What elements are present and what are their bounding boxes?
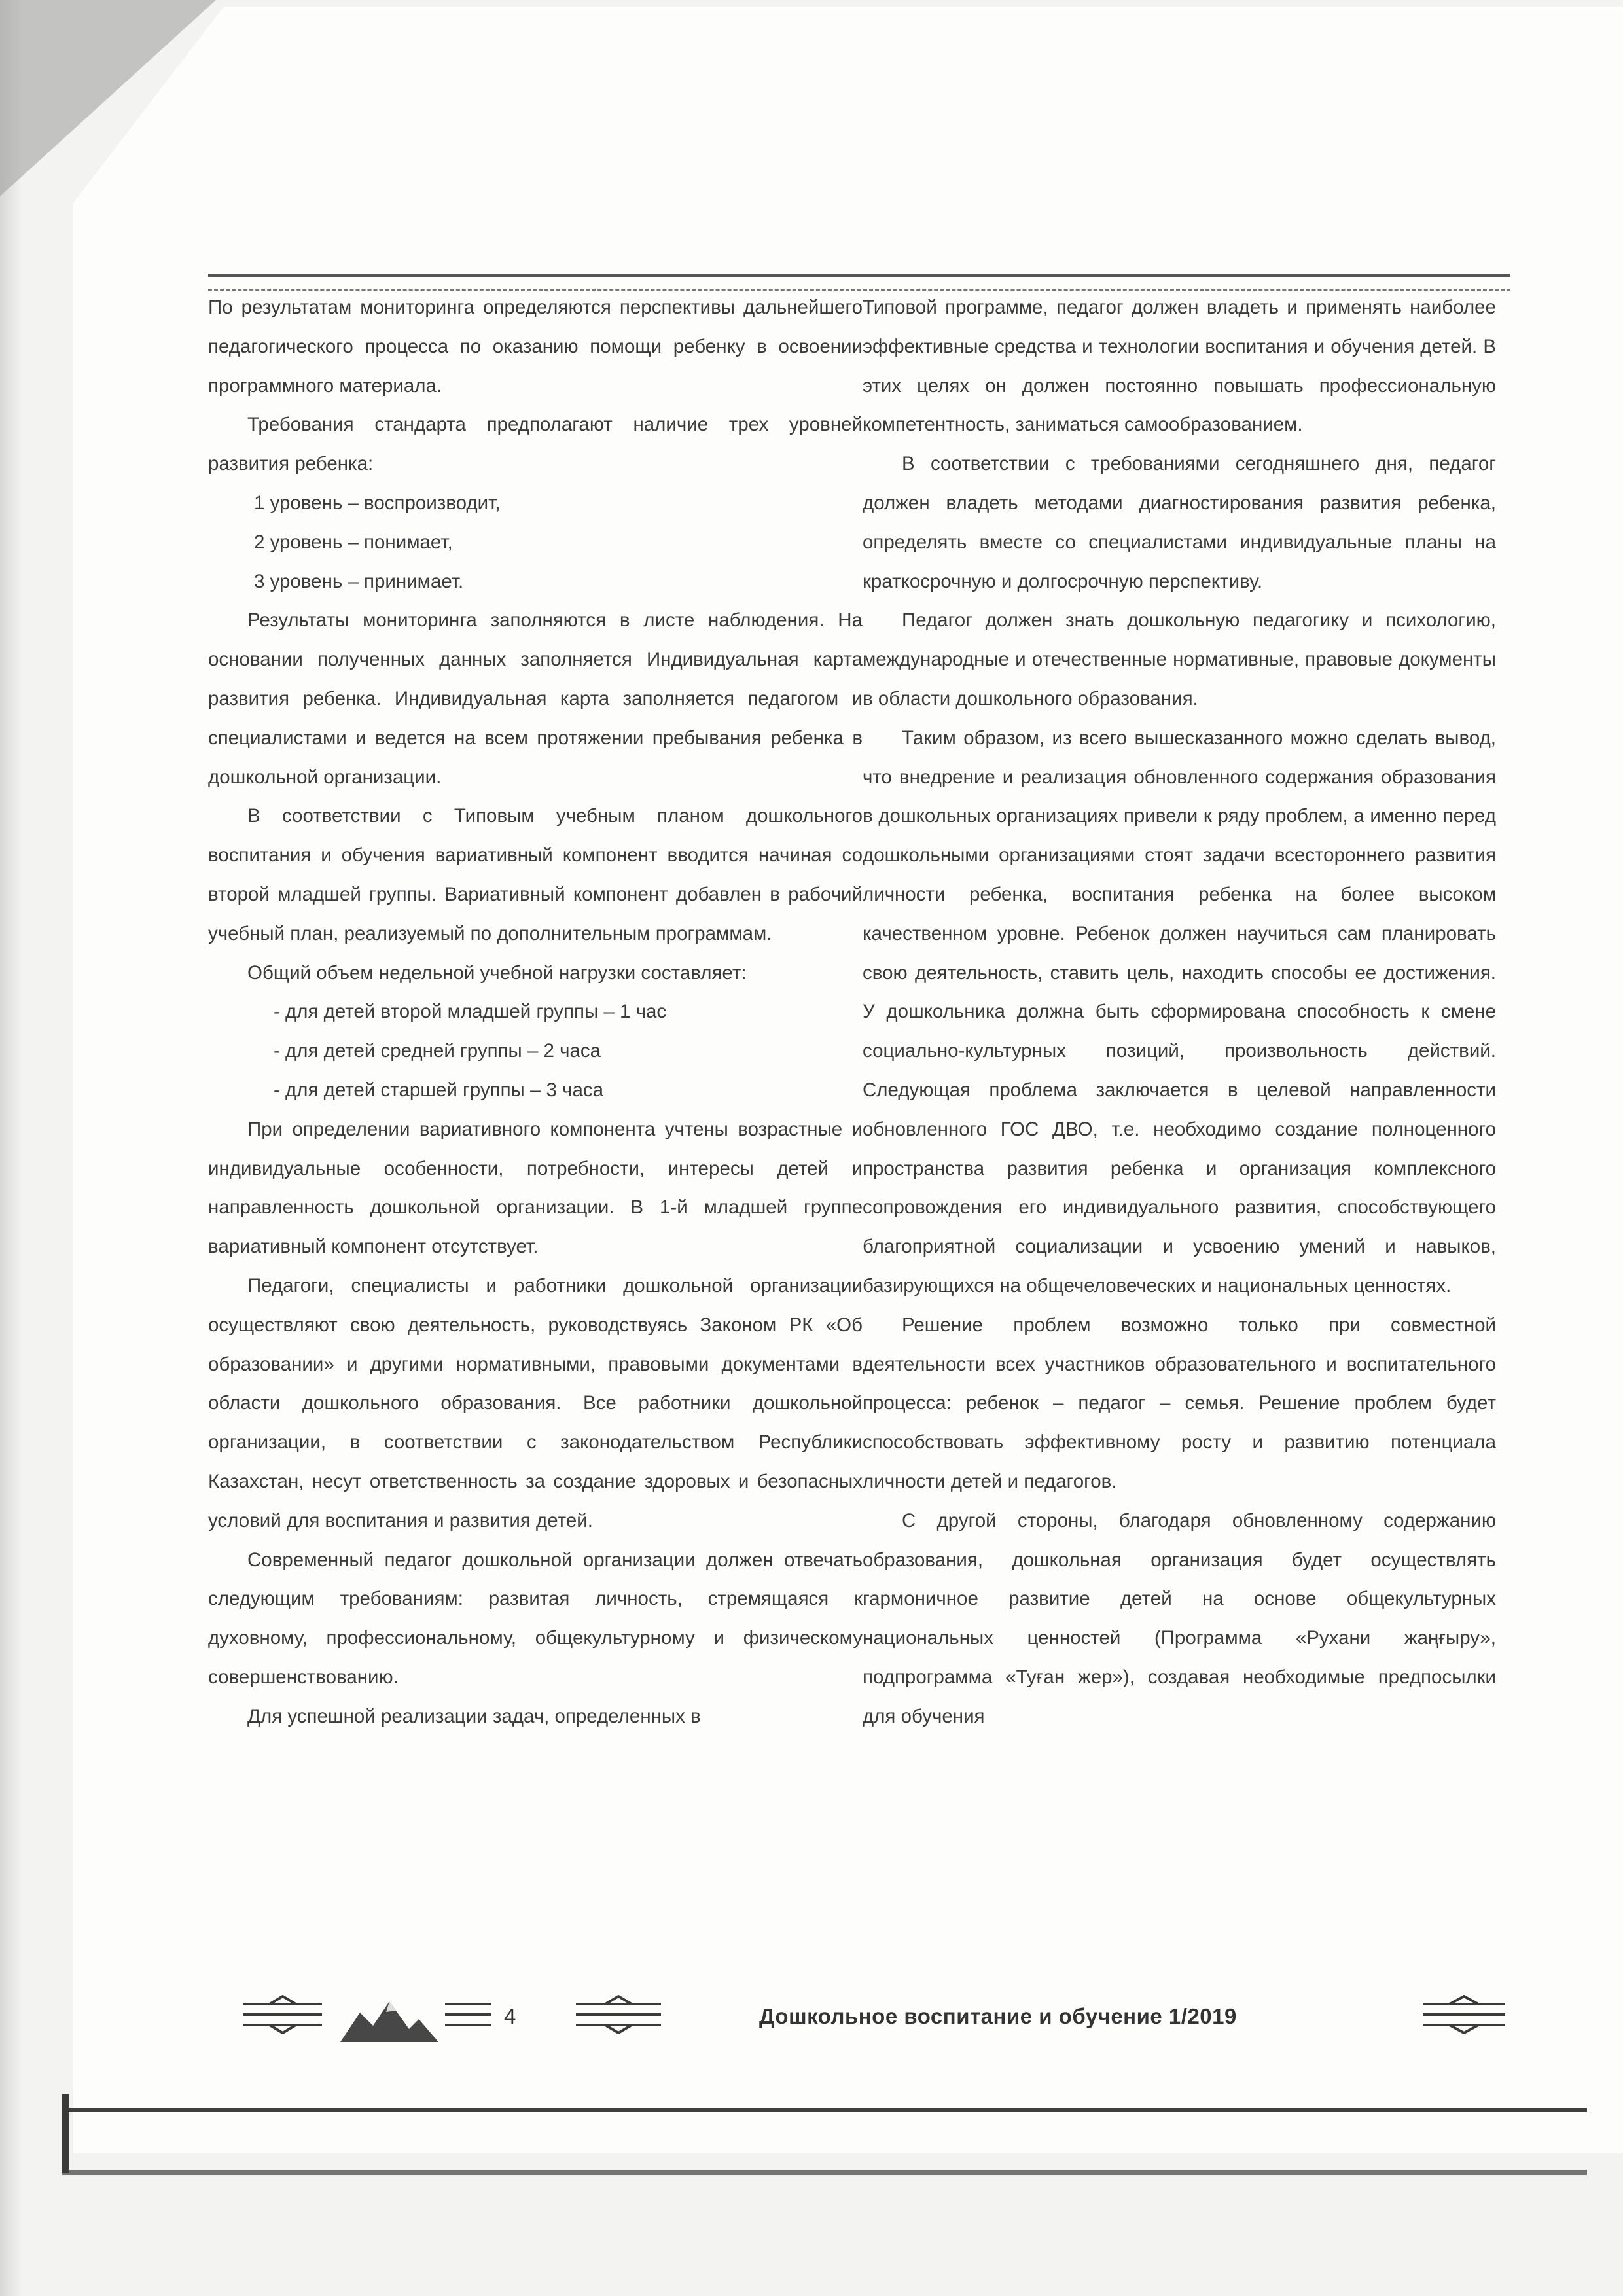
paragraph: Таким образом, из всего вышесказанного можно сделать вывод, что внедрение и реализация обновленного содержания образования в дошкольных организациях привели к ряду проблем, а именно перед дошкольными организациями стоят задачи всестороннего развития личности ребенка, воспитания ребенка на более высоком качественном уровне. Ребенок должен научиться сам планировать свою деятельность, ставить цель, находить способы ее достижения. У дошкольника должна быть сформирована способность к смене социально-культурных позиций, произвольность действий. Следующая проблема заключается в целевой направленности обновленного ГОС ДВО, т.е. необходимо создание полноценного пространства развития ребенка и организация комплексного сопровождения его индивидуального развития, способствующего благоприятной социализации и усвоению умений и навыков, базирующихся на общечеловеческих и национальных ценностях. bbox=[863, 726, 1496, 1297]
footer-ornament-right-icon bbox=[1423, 1995, 1505, 2034]
paragraph: Педагоги, специалисты и работники дошкольной организации осуществляют свою деятельность, руководствуясь Законом РК «Об образовании» и другими нормативными, правовыми документами в области дошкольного образования. Все работники дошкольной организации, в соответствии с законодательством Республики Казахстан, несут ответственность за создание здоровых и безопасных условий для воспитания и развития детей. bbox=[208, 1274, 863, 1532]
left-column bbox=[208, 288, 863, 1736]
paragraph: 1 уровень – воспроизводит, bbox=[254, 492, 501, 514]
footer-ornament-left-icon bbox=[243, 1995, 322, 2034]
paragraph: 3 уровень – принимает. bbox=[254, 570, 464, 592]
paragraph: - для детей второй младшей группы – 1 час bbox=[274, 1001, 667, 1023]
scan-edge-mark bbox=[62, 2094, 69, 2173]
paragraph: 2 уровень – понимает, bbox=[254, 531, 453, 553]
paragraph: С другой стороны, благодаря обновленному содержанию образования, дошкольная организация будет осуществлять гармоничное развитие детей на основе общекультурных национальных ценностей (Программа «Рухани жаңғыру», подпрограмма «Туған жер»), создавая необходимые предпосылки для обучения bbox=[863, 1509, 1496, 1727]
paragraph: Общий объем недельной учебной нагрузки составляет: bbox=[247, 961, 747, 984]
footer-ornament-mid-icon bbox=[445, 1995, 491, 2034]
paragraph: В соответствии с Типовым учебным планом дошкольного воспитания и обучения вариативный компонент вводится начиная со второй младшей группы. Вариативный компонент добавлен в рабочий учебный план, реализуемый по дополнительным программам. bbox=[208, 805, 863, 944]
paragraph: При определении вариативного компонента учтены возрастные и индивидуальные особенности, потребности, интересы детей и направленность дошкольной организации. В 1-й младшей группе вариативный компонент отсутствует. bbox=[208, 1118, 863, 1258]
paragraph: Результаты мониторинга заполняются в листе наблюдения. На основании полученных данных заполняется Индивидуальная карта развития ребенка. Индивидуальная карта заполняется педагогом и специалистами и ведется на всем протяжении пребывания ребенка в дошкольной организации. bbox=[208, 609, 863, 788]
paragraph: Типовой программе, педагог должен владеть и применять наиболее эффективные средства и технологии воспитания и обучения детей. В этих целях он должен постоянно повышать профессиональную компетентность, заниматься самообразованием. bbox=[863, 296, 1496, 436]
page-bottom-edge-shadow bbox=[62, 2170, 1587, 2175]
footer-ornament-center-icon bbox=[576, 1995, 661, 2034]
journal-title: Дошкольное воспитание и обучение 1/2019 bbox=[759, 2004, 1237, 2028]
paragraph: Современный педагог дошкольной организации должен отвечать следующим требованиям: развитая личность, стремящаяся к духовному, профессиональному, общекультурному и физическому совершенствованию. bbox=[208, 1549, 863, 1688]
paragraph: - для детей старшей группы – 3 часа bbox=[274, 1079, 604, 1101]
paragraph: По результатам мониторинга определяются перспективы дальнейшего педагогического процесса по оказанию помощи ребенку в освоении программного материала. bbox=[208, 296, 863, 397]
paragraph: - для детей средней группы – 2 часа bbox=[274, 1040, 601, 1062]
paragraph: Для успешной реализации задач, определенных в bbox=[247, 1705, 701, 1727]
page-number: 4 bbox=[504, 2004, 516, 2028]
paragraph: Педагог должен знать дошкольную педагогику и психологию, международные и отечественные нормативные, правовые документы в области дошкольного образования. bbox=[863, 609, 1496, 709]
paragraph: Требования стандарта предполагают наличие трех уровней развития ребенка: bbox=[208, 414, 863, 475]
scan-shadow bbox=[0, 0, 22, 2296]
mountain-logo-icon bbox=[340, 1996, 438, 2045]
paragraph: Решение проблем возможно только при совместной деятельности всех участников образовательного и воспитательного процесса: ребенок – педагог – семья. Решение проблем будет способствовать эффективному росту и развитию потенциала личности детей и педагогов. bbox=[863, 1314, 1496, 1492]
paragraph: В соответствии с требованиями сегодняшнего дня, педагог должен владеть методами диагностирования развития ребенка, определять вместе со специалистами индивидуальные планы на краткосрочную и долгосрочную перспективу. bbox=[863, 453, 1496, 592]
page-bottom-edge bbox=[62, 2091, 1587, 2112]
right-column bbox=[863, 288, 1496, 1736]
